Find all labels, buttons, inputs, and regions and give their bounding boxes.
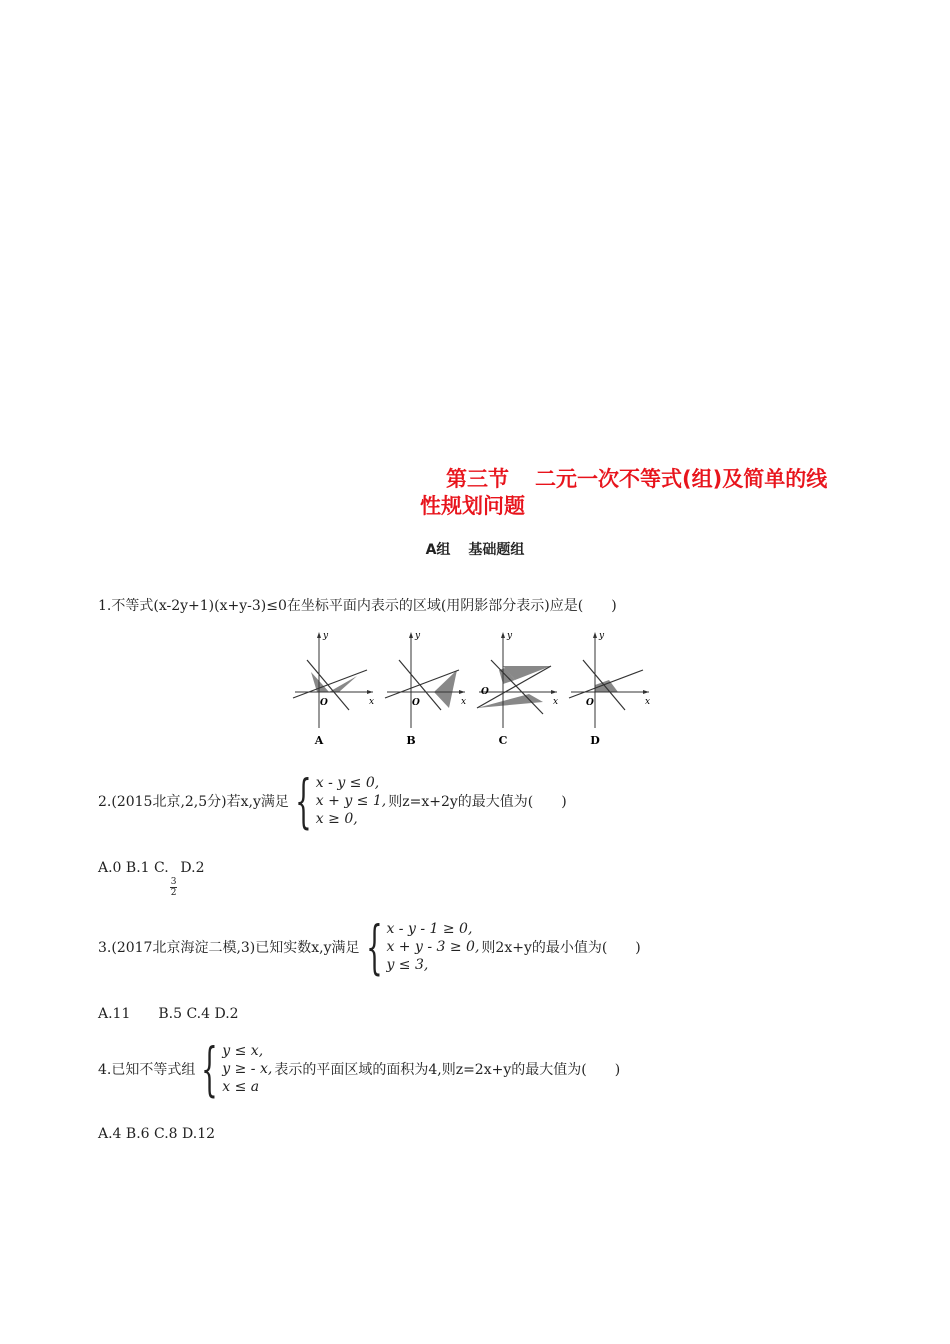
fraction bbox=[170, 877, 178, 898]
choice-c-label: C bbox=[498, 734, 508, 747]
axis-y-label: y bbox=[507, 631, 513, 641]
q2-options-b: D.2 bbox=[180, 860, 205, 876]
fraction-denominator: 2 bbox=[170, 888, 177, 898]
axis-y-label: y bbox=[323, 631, 329, 641]
brace-icon: { bbox=[201, 1035, 219, 1103]
q3-ineq-3: y ≤ 3, bbox=[386, 957, 429, 973]
q2-options-a: A.0 B.1 C. bbox=[98, 860, 169, 876]
q4-ineq-3: x ≤ a bbox=[222, 1079, 260, 1095]
group-name: 基础题组 bbox=[468, 542, 525, 558]
graph-b bbox=[385, 631, 466, 747]
q4-ineq-1: y ≤ x, bbox=[222, 1043, 264, 1059]
group-heading bbox=[0, 539, 950, 559]
question-4-system bbox=[197, 1035, 273, 1103]
question-1-text: 1.不等式(x-2y+1)(x+y-3)≤0在坐标平面内表示的区域(用阴影部分表示)应是( ) bbox=[98, 598, 617, 614]
axis-x-label: x bbox=[645, 697, 651, 707]
section-number: 第三节 bbox=[446, 467, 509, 491]
q2-ineq-3: x ≥ 0, bbox=[315, 811, 358, 827]
origin-label: O bbox=[320, 698, 328, 708]
axis-x-label: x bbox=[553, 697, 559, 707]
graph-d bbox=[569, 631, 650, 747]
axis-x-label: x bbox=[461, 697, 467, 707]
question-3-prefix: 3.(2017北京海淀二模,3)已知实数x,y满足 bbox=[98, 940, 360, 956]
fraction-numerator: 3 bbox=[170, 877, 177, 887]
choice-d-label: D bbox=[590, 734, 600, 747]
question-3-options: A.11 B.5 C.4 D.2 bbox=[98, 1006, 239, 1022]
question-2 bbox=[98, 767, 567, 835]
question-4-prefix: 4.已知不等式组 bbox=[98, 1062, 196, 1078]
choice-b-label: B bbox=[406, 734, 416, 747]
brace-icon: { bbox=[295, 767, 312, 835]
question-3 bbox=[98, 913, 641, 981]
q3-ineq-2: x + y - 3 ≥ 0, bbox=[386, 939, 480, 955]
group-label: A组 bbox=[425, 542, 451, 558]
axis-y-label: y bbox=[415, 631, 421, 641]
question-1-graphs bbox=[285, 628, 685, 748]
question-4-options: A.4 B.6 C.8 D.12 bbox=[98, 1126, 216, 1142]
section-topic-line2: 性规划问题 bbox=[420, 494, 525, 518]
question-4 bbox=[98, 1035, 621, 1103]
axis-y-label: y bbox=[599, 631, 605, 641]
axis-x-label: x bbox=[369, 697, 375, 707]
q4-ineq-2: y ≥ - x, bbox=[222, 1061, 273, 1077]
origin-label: O bbox=[412, 698, 420, 708]
question-3-system bbox=[362, 913, 480, 981]
choice-a-label: A bbox=[314, 734, 324, 747]
graph-a bbox=[293, 631, 374, 747]
section-title bbox=[420, 466, 870, 520]
shaded-region-a2 bbox=[329, 676, 357, 692]
question-2-prefix: 2.(2015北京,2,5分)若x,y满足 bbox=[98, 794, 289, 810]
question-3-suffix: 则2x+y的最小值为( ) bbox=[481, 940, 641, 956]
graph-c bbox=[477, 631, 558, 747]
origin-label: O bbox=[586, 698, 594, 708]
q2-ineq-2: x + y ≤ 1, bbox=[315, 793, 387, 809]
origin-label: O bbox=[481, 687, 489, 697]
section-topic-line1: 二元一次不等式(组)及简单的线 bbox=[535, 467, 828, 491]
q2-ineq-1: x - y ≤ 0, bbox=[315, 775, 380, 791]
question-2-system bbox=[291, 767, 387, 835]
shaded-region-d bbox=[595, 680, 618, 692]
question-2-suffix: 则z=x+2y的最大值为( ) bbox=[388, 794, 567, 810]
q3-ineq-1: x - y - 1 ≥ 0, bbox=[386, 921, 473, 937]
question-2-options bbox=[98, 860, 205, 898]
brace-icon: { bbox=[365, 913, 383, 981]
question-4-suffix: 表示的平面区域的面积为4,则z=2x+y的最大值为( ) bbox=[274, 1062, 621, 1078]
